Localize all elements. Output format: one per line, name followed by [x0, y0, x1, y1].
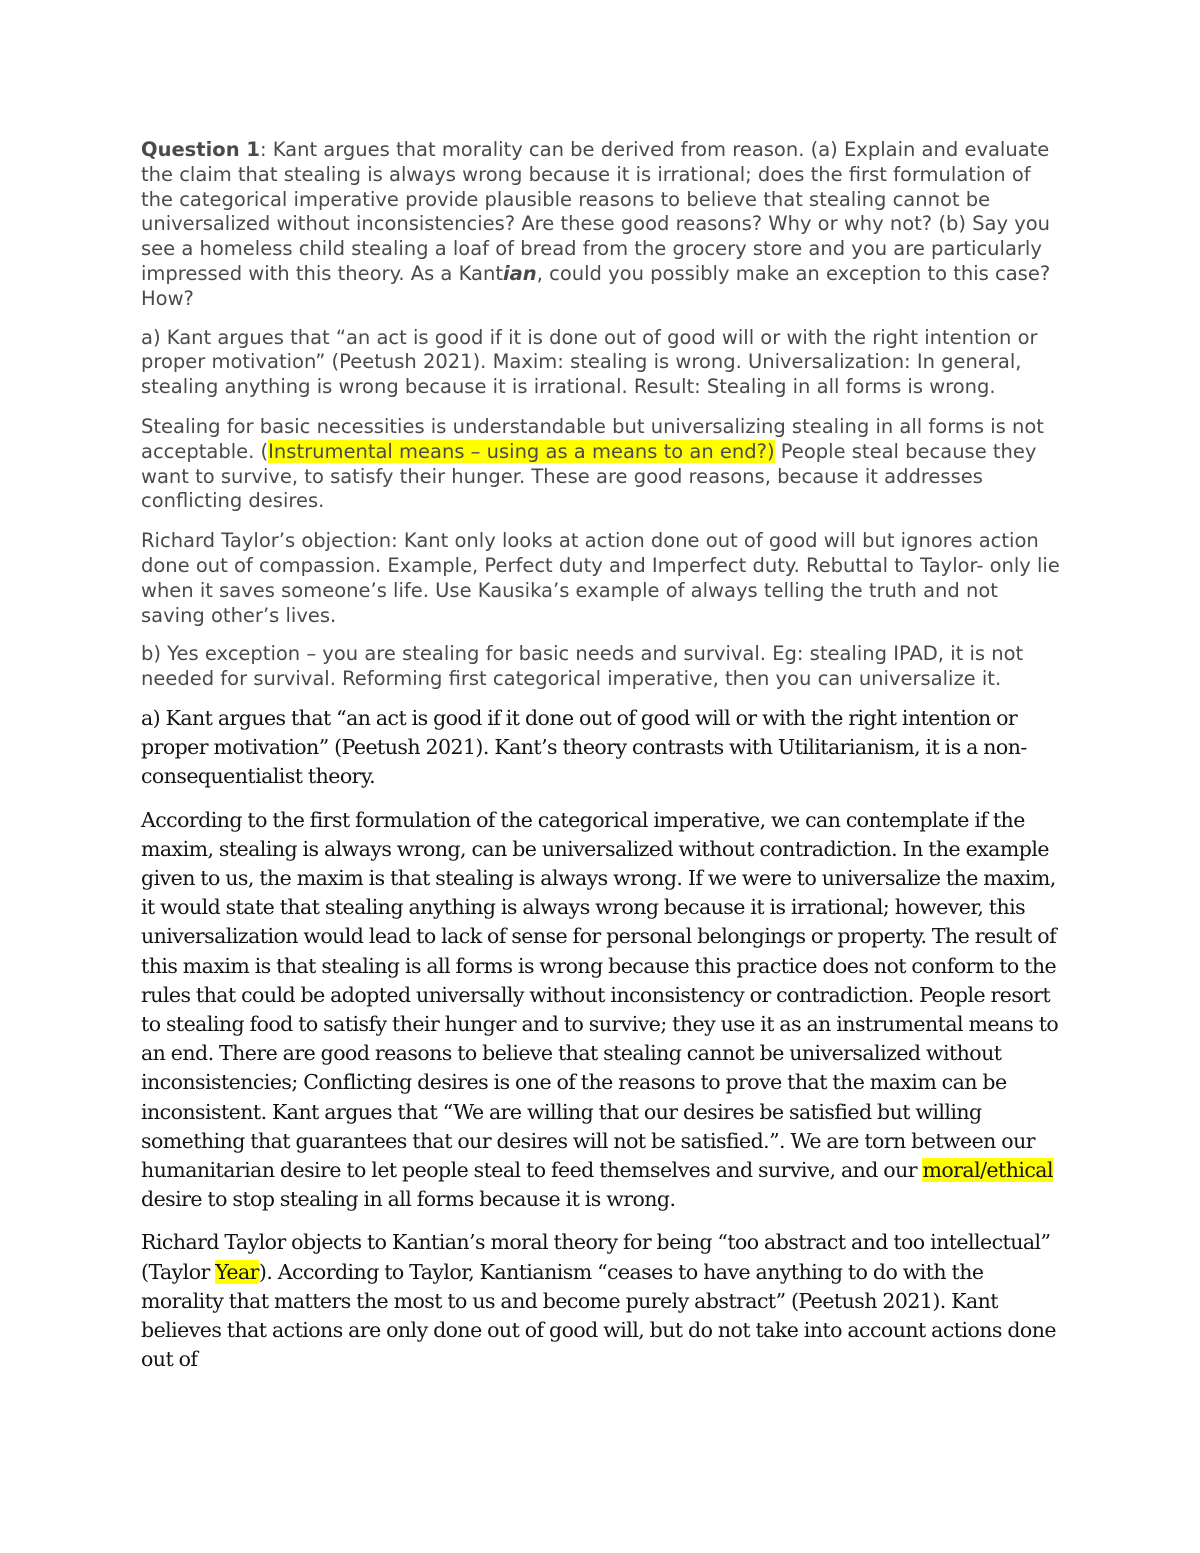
- question-text: : Kant argues that morality can be derived from reason. (a) Explain and evaluate the claim that stealing is always wrong because it is irrational; does the first formulation of the categorical imperative provide plausible reasons to believe that stealing cannot be universalized without inconsistencies? Are these good reasons? Why or why not? (b) Say you see a homeless child stealing a loaf of bread from the grocery store and you are particularly impressed with this theory. As a Kant: [141, 138, 1051, 285]
- essay-formulation-paragraph: [141, 806, 1061, 1215]
- notes-stealing-text-end: People steal because they want to survive, to satisfy their hunger. These are good reasons, because it addresses conflicting desires.: [141, 439, 1037, 513]
- highlighted-text: moral/ethical: [922, 1157, 1053, 1182]
- question-emphasis: ian: [502, 261, 537, 285]
- essay-formulation-text: According to the first formulation of the categorical imperative, we can contemplate if the maxim, stealing is always wrong, can be universalized without contradiction. In the example given to us, the maxim is that stealing is always wrong. If we were to universalize the maxim, it would state that stealing anything is always wrong because it is irrational; however, this universalization would lead to lack of sense for personal belongings or property. The result of this maxim is that stealing is all forms is wrong because this practice does not conform to the rules that could be adopted universally without inconsistency or contradiction. People resort to stealing food to satisfy their hunger and to survive; they use it as an instrumental means to an end. There are good reasons to believe that stealing cannot be universalized without inconsistencies; Conflicting desires is one of the reasons to prove that the maxim can be inconsistent. Kant argues that “We are willing that our desires be satisfied but willing something that guarantees that our desires will not be satisfied.”. We are torn between our humanitarian desire to let people steal to feed themselves and survive, and our: [141, 807, 1059, 1182]
- document-page: [141, 138, 1061, 1374]
- essay-taylor-paragraph: [141, 1228, 1061, 1374]
- question-paragraph: [141, 138, 1061, 312]
- notes-stealing-text: Stealing for basic necessities is understandable but universalizing stealing in all forms is not acceptable. (: [141, 414, 1044, 463]
- essay-formulation-text-end: desire to stop stealing in all forms because it is wrong.: [141, 1187, 676, 1212]
- highlighted-text: Year: [215, 1259, 259, 1284]
- essay-part-a: a) Kant argues that “an act is good if it done out of good will or with the right intention or proper motivation” (Peetush 2021). Kant’s theory contrasts with Utilitarianism, it is a non-consequentialist theory.: [141, 705, 1027, 789]
- question-label: Question 1: [141, 138, 260, 161]
- essay-taylor-text-end: ). According to Taylor, Kantianism “ceases to have anything to do with the morality that matters the most to us and become purely abstract” (Peetush 2021). Kant believes that actions are only done out of good will, but do not take into account actions done out of: [141, 1259, 1056, 1372]
- essay-taylor-text: Richard Taylor objects to Kantian’s moral theory for being “too abstract and too intellectual” (Taylor: [141, 1230, 1051, 1284]
- notes-taylor-paragraph: Richard Taylor’s objection: Kant only looks at action done out of good will but ignores action done out of compassion. Example, Perfect duty and Imperfect duty. Rebuttal to Taylor- only lie when it saves someone’s life. Use Kausika’s example of always telling the truth and not saving other’s lives.: [141, 529, 1060, 627]
- question-text-end: , could you possibly make an exception to this case? How?: [141, 261, 1051, 310]
- notes-stealing-paragraph: [141, 415, 1061, 514]
- highlighted-text: Instrumental means – using as a means to an end?): [268, 439, 775, 463]
- notes-part-b: b) Yes exception – you are stealing for basic needs and survival. Eg: stealing IPAD, it is not needed for survival. Reforming first categorical imperative, then you can universalize it.: [141, 642, 1024, 691]
- notes-part-a: a) Kant argues that “an act is good if it is done out of good will or with the right intention or proper motivation” (Peetush 2021). Maxim: stealing is wrong. Universalization: In general, stealing anything is wrong because it is irrational. Result: Stealing in all forms is wrong.: [141, 325, 1038, 399]
